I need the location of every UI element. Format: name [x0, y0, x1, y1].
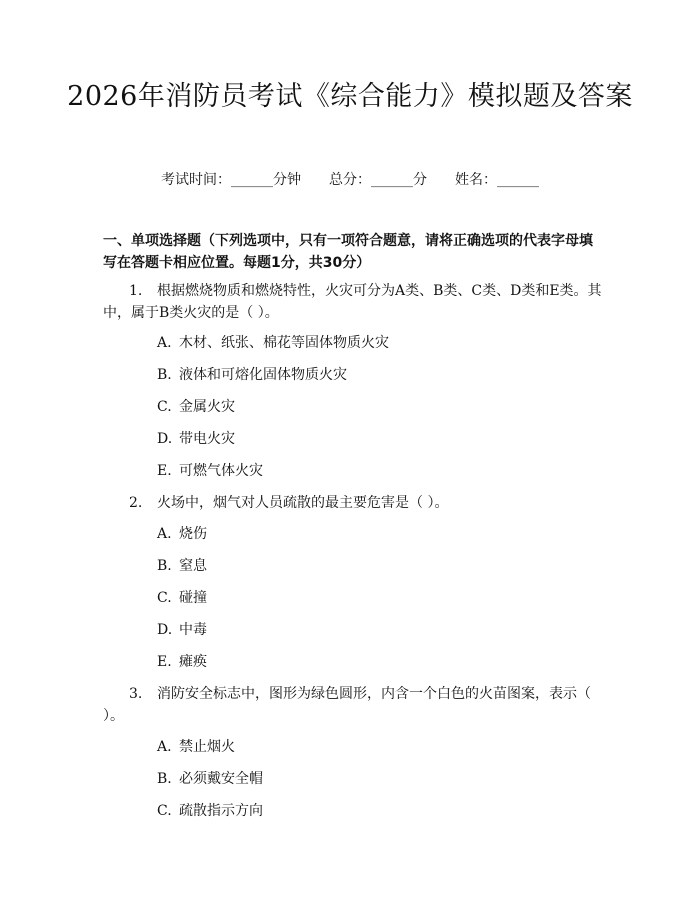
question-3: [103, 683, 603, 727]
option-2c: [157, 588, 207, 608]
option-1a: [157, 333, 389, 353]
question-number: 2.: [129, 495, 143, 511]
option-text: 带电火灾: [179, 431, 235, 447]
option-letter: D.: [157, 622, 173, 638]
option-text: 必须戴安全帽: [179, 771, 263, 787]
exam-meta-line: [0, 170, 700, 190]
option-3b: [157, 769, 263, 789]
question-text: 火场中，烟气对人员疏散的最主要危害是（ ）。: [157, 495, 449, 511]
option-text: 疏散指示方向: [179, 803, 263, 819]
option-2e: [157, 652, 207, 672]
question-1: [103, 280, 603, 324]
option-text: 碰撞: [179, 590, 207, 606]
option-1d: [157, 429, 235, 449]
option-letter: A.: [157, 526, 172, 542]
option-letter: C.: [157, 803, 172, 819]
total-score-field: 总分：______分: [329, 172, 427, 188]
option-text: 液体和可熔化固体物质火灾: [179, 367, 347, 383]
option-letter: B.: [157, 558, 172, 574]
option-letter: C.: [157, 590, 172, 606]
option-text: 瘫痪: [179, 654, 207, 670]
option-3c: [157, 801, 263, 821]
name-field: 姓名：______: [455, 172, 539, 188]
question-text: 根据燃烧物质和燃烧特性，火灾可分为A类、B类、C类、D类和E类。其中，属于B类火灾的是（ ）。: [103, 283, 602, 321]
option-text: 窒息: [179, 558, 207, 574]
option-letter: A.: [157, 739, 172, 755]
question-number: 3.: [129, 686, 143, 702]
option-letter: E.: [157, 463, 172, 479]
option-2b: [157, 556, 207, 576]
document-title: 2026年消防员考试《综合能力》模拟题及答案: [67, 81, 633, 112]
option-1c: [157, 397, 235, 417]
option-text: 烧伤: [179, 526, 207, 542]
option-1e: [157, 461, 263, 481]
option-text: 木材、纸张、棉花等固体物质火灾: [179, 335, 389, 351]
option-letter: C.: [157, 399, 172, 415]
option-3a: [157, 737, 235, 757]
option-letter: E.: [157, 654, 172, 670]
exam-time-field: 考试时间：______分钟: [161, 172, 301, 188]
question-2: [103, 492, 603, 514]
option-letter: B.: [157, 771, 172, 787]
option-text: 中毒: [179, 622, 207, 638]
option-letter: A.: [157, 335, 172, 351]
option-letter: B.: [157, 367, 172, 383]
option-text: 禁止烟火: [179, 739, 235, 755]
option-2d: [157, 620, 207, 640]
question-text: 消防安全标志中，图形为绿色圆形，内含一个白色的火苗图案，表示（ ）。: [103, 686, 591, 724]
question-number: 1.: [129, 283, 143, 299]
option-letter: D.: [157, 431, 173, 447]
section-heading: 一、单项选择题（下列选项中，只有一项符合题意，请将正确选项的代表字母填写在答题卡相应位置。每题1分，共30分）: [103, 233, 593, 271]
option-1b: [157, 365, 347, 385]
option-text: 金属火灾: [179, 399, 235, 415]
option-text: 可燃气体火灾: [179, 463, 263, 479]
option-2a: [157, 524, 207, 544]
